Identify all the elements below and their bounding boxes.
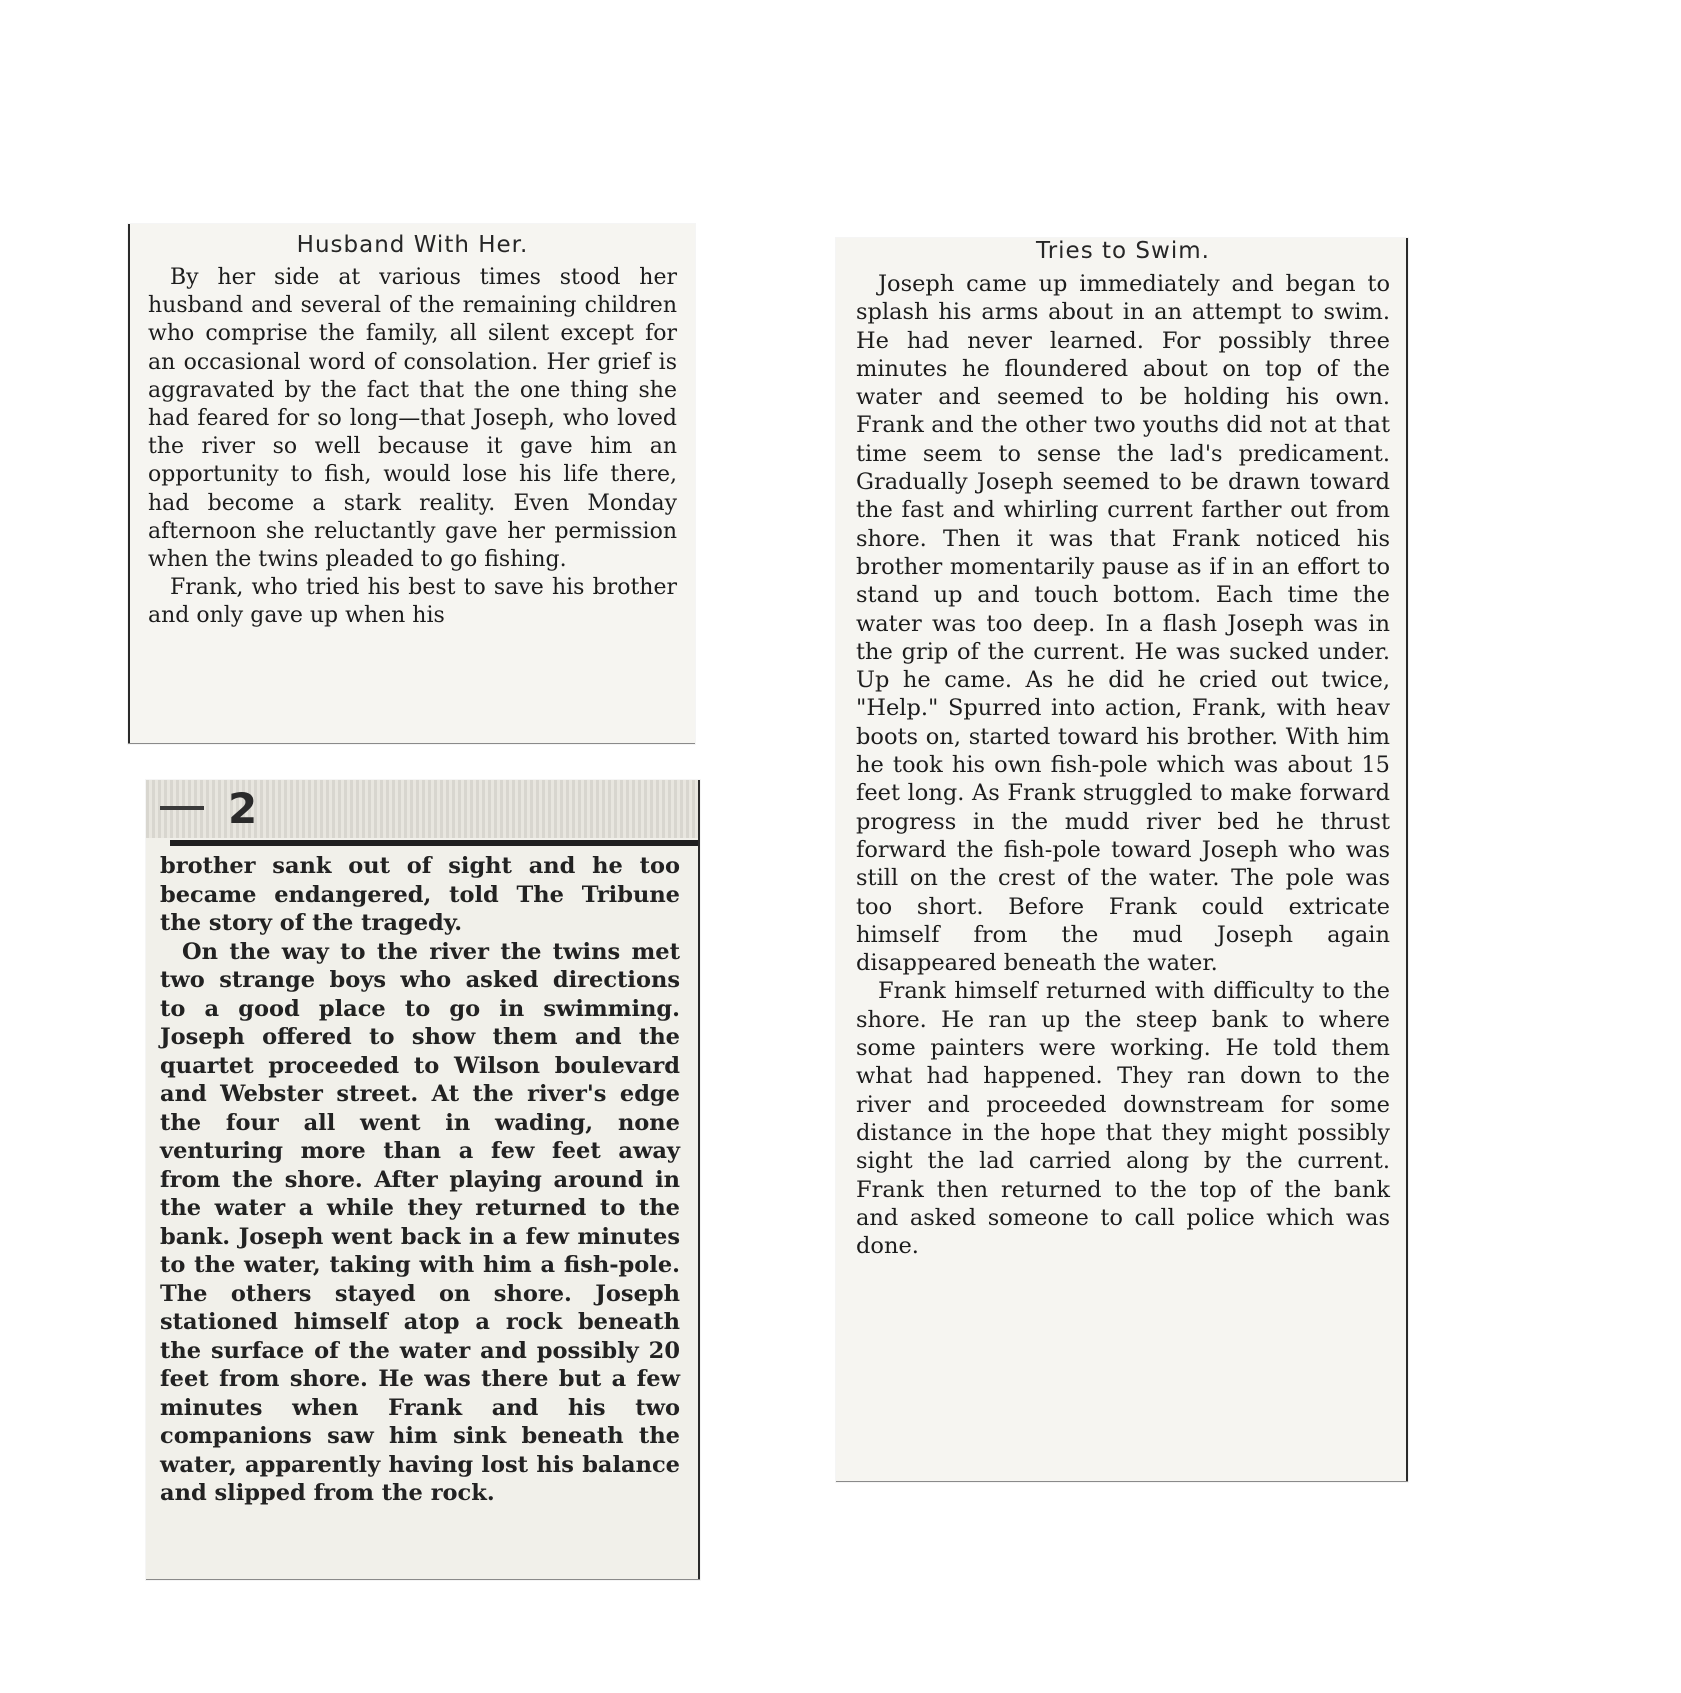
banner-dash [160,806,204,810]
subhead-tries-to-swim: Tries to Swim. [1036,238,1210,264]
column-rule-right [698,780,700,1580]
column-rule-left [128,224,130,744]
clip-bottom-edge [146,1579,700,1580]
paragraph: Frank himself returned with difficulty to the shore. He ran up the steep bank to where some painters were working. He told them what had happened. They ran down to the river and proceeded downstream for some distance in the hope that they might possibly sight the lad carried along by the current. Frank then returned to the top of the bank and asked someone to call police which was done. [856,978,1390,1260]
paragraph: Frank, who tried his best to save his brother and only gave up when his [148,575,677,629]
clip-bottom-edge [128,743,695,744]
clipping-husband-with-her [128,224,695,744]
page-banner [146,780,700,838]
page-number: 2 [228,784,258,833]
article-text-column-1 [148,264,677,631]
paragraph: On the way to the river the twins met two strange boys who asked directions to a good place to go in swimming. Joseph offered to show them and the quartet proceeded to Wilson boulevard and Webster street. At the river's edge the four all went in wading, none venturing more than a few feet away from the shore. After playing around in the water a while they returned to the bank. Joseph went back in a few minutes to the water, taking with him a fish-pole. The others stayed on shore. Joseph stationed himself atop a rock beneath the surface of the water and possibly 20 feet from shore. He was there but a few minutes when Frank and his two companions saw him sink beneath the water, apparently having lost his balance and slipped from the rock. [160,938,680,1506]
subhead-husband-with-her: Husband With Her. [296,232,529,258]
paragraph: By her side at various times stood her husband and several of the remaining children who comprise the family, all silent except for an occasional word of consolation. Her grief is aggravated by the fact that the one thing she had feared for so long—that Joseph, who loved the river so well because it gave him an opportunity to fish, would lose his life there, had become a stark reality. Even Monday afternoon she reluctantly gave her permission when the twins pleaded to go fishing. [148,265,677,573]
clipping-tries-to-swim [836,238,1408,1482]
article-text-column-3 [856,270,1390,1260]
article-text-column-2 [160,852,680,1508]
paragraph: brother sank out of sight and he too became endangered, told The Tribune the story of the tragedy. [160,853,680,936]
column-rule-right [1406,238,1408,1482]
heavy-rule [170,840,700,846]
clip-bottom-edge [836,1481,1408,1482]
paragraph: Joseph came up immediately and began to splash his arms about in an attempt to swim. He had never learned. For possibly three minutes he floundered about on top of the water and seemed to be holding his own. Frank and the other two youths did not at that time seem to sense the lad's predicament. Gradually Joseph seemed to be drawn toward the fast and whirling current farther out from shore. Then it was that Frank noticed his brother momentarily pause as if in an effort to stand up and touch bottom. Each time the water was too deep. In a flash Joseph was in the grip of the current. He was sucked under. Up he came. As he did he cried out twice, "Help." Spurred into action, Frank, with heav boots on, started toward his brother. With him he took his own fish-pole which was about 15 feet long. As Frank struggled to make forward progress in the mudd river bed he thrust forward the fish-pole toward Joseph who was still on the crest of the water. The pole was too short. Before Frank could extricate himself from the mud Joseph again disappeared beneath the water. [856,271,1390,977]
clipping-continuation-page-2 [146,780,700,1580]
